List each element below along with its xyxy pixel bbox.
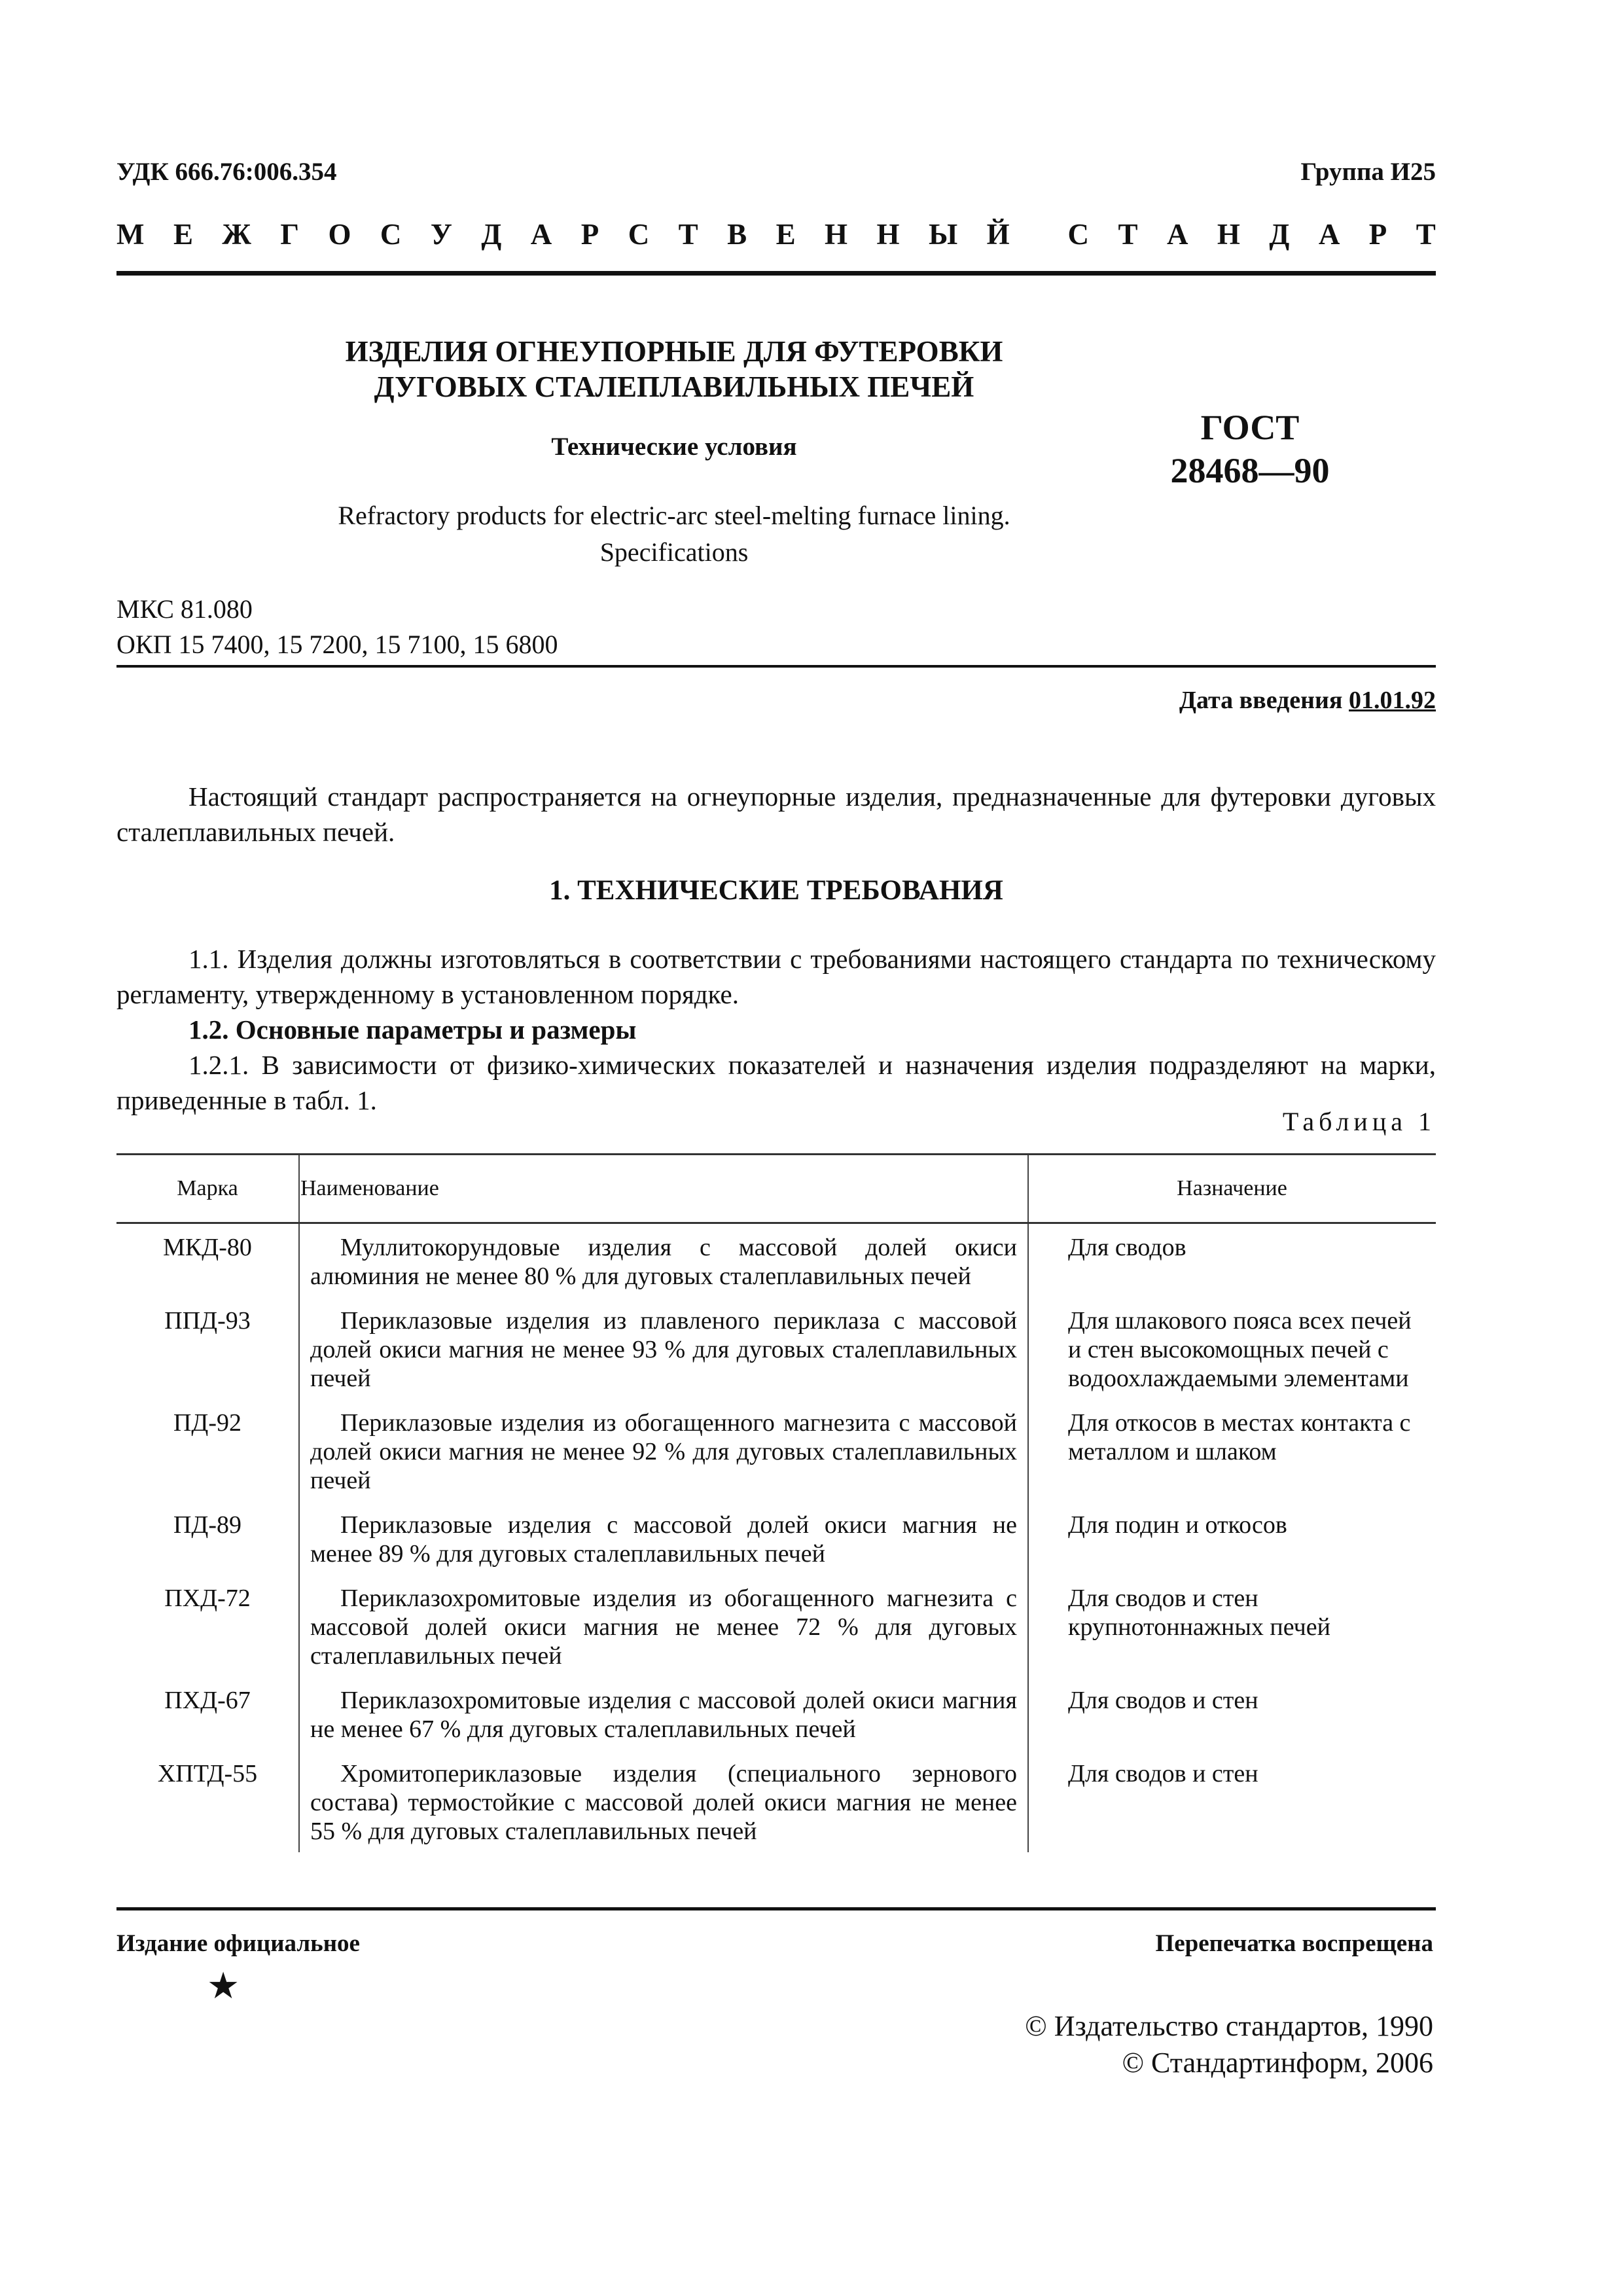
cell-purpose: Для подин и откосов [1068,1511,1287,1539]
cell-mark: ПД-89 [173,1511,242,1539]
banner-letter: Н [1217,218,1240,251]
grades-table [116,1153,1436,1852]
table-row [116,1677,1436,1750]
table-row [116,1501,1436,1575]
section-paragraphs [116,941,1436,1118]
clause-1-1: 1.1. Изделия должны изготовляться в соответствии с требованиями настоящего стандарта по техническому регламенту, утвержденному в установленном порядке. [116,944,1436,1009]
cell-name [299,1223,1028,1298]
cell-purpose: Для сводов и стен [1068,1760,1258,1787]
cell-name-text: Периклазохромитовые изделия с массовой долей окиси магния не менее 67 % для дуговых сталеплавильных печей [310,1687,1017,1743]
copyright-line-2: © Стандартинформ, 2006 [1122,2047,1433,2079]
introduction-date [1179,686,1436,715]
cell-mark: ХПТД-55 [157,1760,258,1787]
banner-letter: Ж [222,218,251,251]
english-title [183,497,1165,571]
cell-purpose: Для откосов в местах контакта с металлом и шлаком [1068,1409,1411,1465]
header-purpose: Назначение [1028,1155,1436,1223]
document-subtitle: Технические условия [551,433,797,461]
header-name: Наименование [299,1155,1028,1223]
banner-letter: А [530,218,552,251]
banner-letter: Т [1118,218,1138,251]
cell-name-text: Периклазохромитовые изделия из обогащенного магнезита с массовой долей окиси магния не менее 72 % для дуговых сталеплавильных печей [310,1585,1017,1670]
banner-letter: С [1067,218,1090,251]
banner-letter: Д [481,218,502,251]
cell-name-text: Периклазовые изделия из обогащенного магнезита с массовой долей окиси магния не менее 92 % для дуговых сталеплавильных печей [310,1409,1017,1494]
cell-purpose: Для шлакового пояса всех печей и стен высокомощных печей с водоохлаждаемыми элементами [1068,1307,1412,1392]
english-title-line-1: Refractory products for electric-arc steel-melting furnace lining. [338,501,1010,530]
copyright-block [1025,2008,1433,2081]
banner-letter: М [116,218,145,251]
cell-name [299,1575,1028,1677]
table-caption: Таблица 1 [1282,1107,1436,1136]
classification-rule [116,665,1436,668]
title-line-2: ДУГОВЫХ СТАЛЕПЛАВИЛЬНЫХ ПЕЧЕЙ [374,370,974,403]
clause-1-2-1: 1.2.1. В зависимости от физико-химических показателей и назначения изделия подразделяют на марки, приведенные в табл. 1. [116,1050,1436,1115]
clause-1-2: 1.2. Основные параметры и размеры [188,1014,637,1045]
section-heading: 1. ТЕХНИЧЕСКИЕ ТРЕБОВАНИЯ [549,875,1003,906]
banner-letter: О [328,218,351,251]
interstate-standard-banner [116,217,1436,251]
cell-name [299,1677,1028,1750]
cell-name-text: Муллитокорундовые изделия с массовой долей окиси алюминия не менее 80 % для дуговых сталеплавильных печей [310,1234,1017,1290]
intro-paragraph: Настоящий стандарт распространяется на огнеупорные изделия, предназначенные для футеровки дуговых сталеплавильных печей. [116,781,1436,847]
cell-mark: ПХД-72 [164,1585,251,1612]
cell-name [299,1750,1028,1852]
cell-name-text: Периклазовые изделия с массовой долей окиси магния не менее 89 % для дуговых сталеплавильных печей [310,1511,1017,1568]
banner-letter: У [430,218,452,251]
banner-letter: Ы [928,218,958,251]
table-row [116,1399,1436,1501]
banner-letter: Р [1368,218,1387,251]
classification-codes [116,592,558,662]
banner-letter: Н [825,218,848,251]
udk-code: УДК 666.76:006.354 [116,158,337,186]
document-title [183,334,1165,404]
introduction-date-label: Дата введения [1179,687,1343,714]
header-mark: Марка [116,1155,299,1223]
banner-letter: Е [776,218,796,251]
cell-name-text: Периклазовые изделия из плавленого периклаза с массовой долей окиси магния не менее 93 % для дуговых сталеплавильных печей [310,1307,1017,1392]
banner-letter: Н [876,218,900,251]
cell-name-text: Хромитопериклазовые изделия (специального зернового состава) термостойкие с массовой долей окиси магния не менее 55 % для дуговых сталеплавильных печей [310,1760,1017,1845]
introduction-date-value: 01.01.92 [1349,687,1436,714]
cell-mark: ПХД-67 [164,1687,251,1714]
table-row [116,1223,1436,1298]
cell-purpose: Для сводов [1068,1234,1186,1261]
banner-letter: С [628,218,650,251]
group-code: Группа И25 [1300,158,1436,186]
reprint-prohibited: Перепечатка воспрещена [1155,1930,1433,1957]
cell-name [299,1501,1028,1575]
english-title-line-2: Specifications [599,537,749,567]
official-edition: Издание официальное [116,1930,360,1957]
banner-letter: В [727,218,747,251]
banner-letter: Р [580,218,599,251]
gost-number: 28468—90 [1170,451,1330,490]
cell-purpose: Для сводов и стен [1068,1687,1258,1714]
mks-code: МКС 81.080 [116,594,253,624]
table-row [116,1575,1436,1677]
banner-letter: Е [173,218,193,251]
cell-mark: ПД-92 [173,1409,242,1437]
table-header-row [116,1155,1436,1223]
footer-rule [116,1907,1436,1910]
table-row [116,1750,1436,1852]
cell-name [299,1297,1028,1399]
title-line-1: ИЗДЕЛИЯ ОГНЕУПОРНЫЕ ДЛЯ ФУТЕРОВКИ [345,335,1003,368]
banner-letter: Т [678,218,698,251]
header-rule [116,271,1436,276]
banner-letter: Т [1416,218,1436,251]
gost-label: ГОСТ [1200,408,1300,447]
cell-mark: ППД-93 [164,1307,251,1335]
cell-name [299,1399,1028,1501]
star-icon: ★ [207,1966,240,2007]
banner-letter: Д [1269,218,1290,251]
banner-letter: А [1318,218,1340,251]
banner-letter: С [380,218,402,251]
banner-letter: Й [986,218,1010,251]
gost-designation [1086,406,1414,492]
cell-purpose: Для сводов и стен крупнотоннажных печей [1068,1585,1330,1641]
table-row [116,1297,1436,1399]
cell-mark: МКД-80 [163,1234,252,1261]
banner-letter: А [1166,218,1188,251]
copyright-line-1: © Издательство стандартов, 1990 [1025,2010,1433,2042]
banner-letter: Г [280,218,299,251]
okp-codes: ОКП 15 7400, 15 7200, 15 7100, 15 6800 [116,630,558,659]
